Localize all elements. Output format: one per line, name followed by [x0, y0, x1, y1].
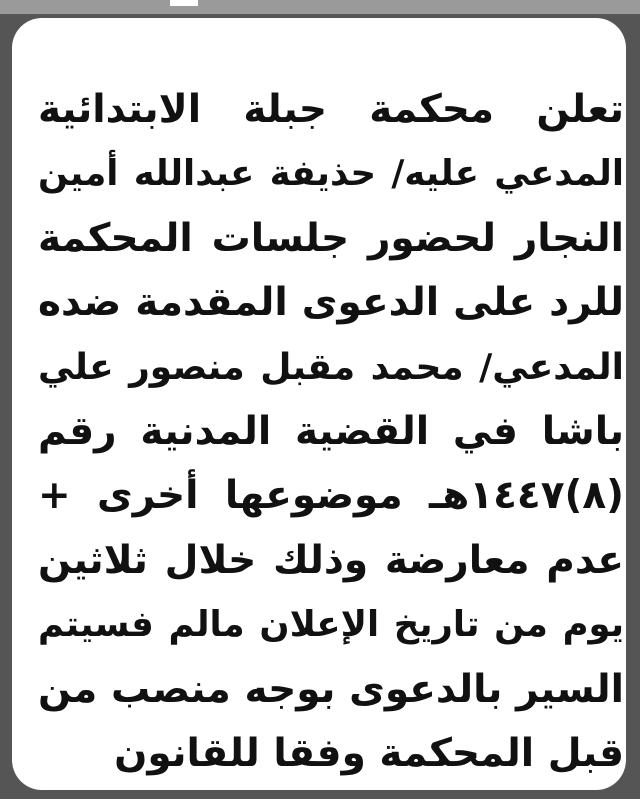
- top-strip: [0, 0, 640, 14]
- announcement-line: المدعي/ محمد مقبل منصور علي: [38, 346, 624, 388]
- announcement-text: [38, 78, 624, 786]
- announcement-line: يوم من تاريخ الإعلان مالم فسيتم: [38, 604, 624, 646]
- announcement-card: [12, 18, 626, 790]
- announcement-line: قبل المحكمة وفقا للقانون: [114, 730, 624, 776]
- announcement-line: للرد على الدعوى المقدمة ضده: [38, 280, 624, 326]
- announcement-line: السير بالدعوى بوجه منصب من: [38, 666, 624, 712]
- announcement-line: النجار لحضور جلسات المحكمة: [38, 215, 624, 261]
- top-strip-mark: [170, 0, 198, 6]
- announcement-line: تعلن محكمة جبلة الابتدائية: [38, 87, 624, 132]
- announcement-line: عدم معارضة وذلك خلال ثلاثين: [38, 537, 624, 583]
- announcement-line: المدعي عليه/ حذيفة عبدالله أمين: [38, 153, 624, 195]
- announcement-line: باشا في القضية المدنية رقم: [38, 408, 624, 454]
- announcement-line: (٨)١٤٤٧هـ موضوعها أخرى +: [38, 473, 624, 519]
